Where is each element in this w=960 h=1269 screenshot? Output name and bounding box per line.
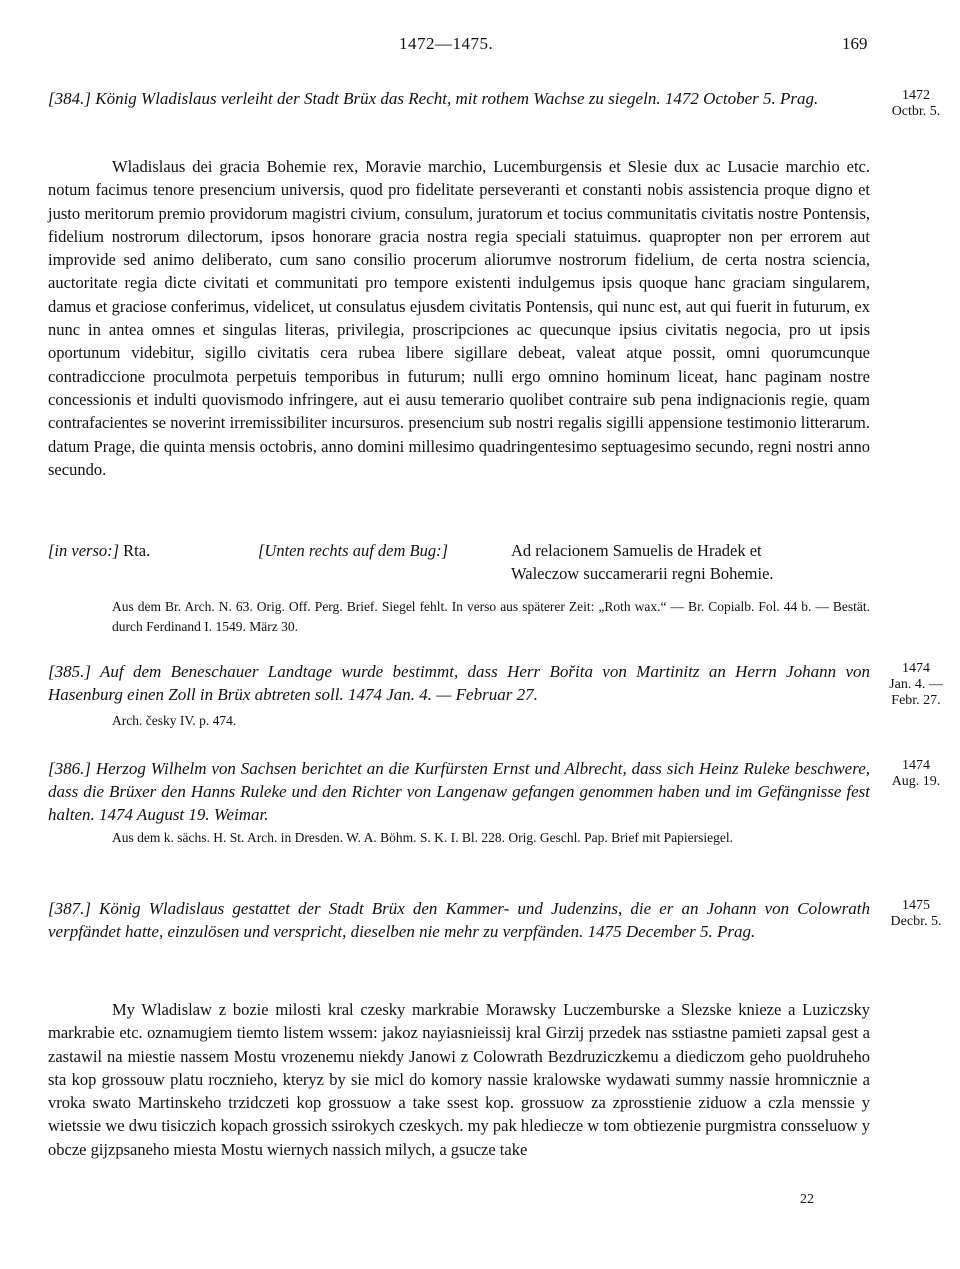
regest-387: [387.] König Wladislaus gestattet der Stadt Brüx den Kammer- und Judenzins, die er an Johann von Colowrath verpfändet hatte, einzulösen und verspricht, dieselben nie mehr zu verpfänden. 1475 December 5. Prag. bbox=[48, 899, 870, 941]
margin-year: 1475 bbox=[902, 898, 930, 913]
page-number: 169 bbox=[842, 34, 868, 53]
source-note-385: Arch. česky IV. p. 474. bbox=[112, 713, 237, 728]
fold-note-label: [Unten rechts auf dem Bug:] bbox=[258, 541, 449, 560]
regest-385: [385.] Auf dem Beneschauer Landtage wurde bestimmt, dass Herr Bořita von Martinitz an Herrn Johann von Hasenburg einen Zoll in Brüx abtreten soll. 1474 Jan. 4. — Februar 27. bbox=[48, 662, 870, 704]
charter-text-387: My Wladislaw z bozie milosti kral czesky markrabie Morawsky Luczemburske a Slezske knieze a Luziczsky markrabie etc. oznamugiem tiemto listem wssem: jakoz nayiasnieissij kral Girzij przedek nas sstiastne pamieti zapsal gest a zastawil na miestie nassem Mostu vrozenemu niekdy Janowi z Colowrath Bezdruziczkemu a diediczom geho puoldruheho sta kop grossouw platu rocznieho, kteryz by sie micl do komory nassie kralowske wydawati summy nassie hromnicznie a vroka swato Martinskeho trzidczeti kop grossuow a take ssest kop. grossuow za zprosstienie ziduow a czla menssie y wietssie we dwu tisiczich kopach grossich ssirokych czeskych. my pak hlediecze w tom obtiezenie purgmistra consseluow y obcze gijzpsaneho miesta Mostu wiernych nassich milych, a gsucze take bbox=[48, 1000, 870, 1159]
regest-384: [384.] König Wladislaus verleiht der Stadt Brüx das Recht, mit rothem Wachse zu siegeln. 1472 October 5. Prag. bbox=[48, 89, 819, 108]
fold-note-line-1: Ad relacionem Samuelis de Hradek et bbox=[511, 541, 762, 560]
fold-note-text bbox=[511, 539, 774, 585]
margin-date-385 bbox=[880, 661, 952, 709]
margin-day: Jan. 4. — bbox=[889, 677, 943, 692]
margin-year: 1474 bbox=[902, 661, 930, 676]
regest-386: [386.] Herzog Wilhelm von Sachsen berichtet an die Kurfürsten Ernst und Albrecht, dass sich Heinz Ruleke beschwere, dass die Brüxer den Hanns Ruleke und den Richter von Langenaw gefangen genommen haben und im Gefängnisse fest halten. 1474 August 19. Weimar. bbox=[48, 759, 870, 824]
margin-year: 1472 bbox=[902, 88, 930, 103]
margin-date-386 bbox=[880, 758, 952, 790]
charter-text-384: Wladislaus dei gracia Bohemie rex, Moravie marchio, Lucemburgensis et Slesie dux ac Lusacie marchio etc. notum facimus tenore presencium universis, quod pro fidelitate perseveranti et constanti nobis assistencia proque digno et justo meritorum premio providorum magistri civium, consulum, juratorum et tocius communitatis civitatis nostre Pontensis, fidelium nostrorum dilectorum, ipsos honorare gracia nostra regia speciali statuimus. quapropter non per errorem aut improvide sed animo deliberato, cum sano consilio procerum aliorumve nostrorum fidelium, de certa nostra sciencia, auctoritate regia dicte civitati et communitati pro tempore existenti indulgemus ipsis quoque hanc graciam singularem, damus et graciose conferimus, videlicet, ut consulatus ejusdem civitatis Pontensis, qui nunc est, aut qui fuerit in futurum, ex nunc in antea omnes et singulas literas, privilegia, proscripciones ac quecunque ipsius civitatis negocia, pro ut ipsis oportunum videbitur, sigillo civitatis cera rubea libere sigillare debeat, valeat atque possit, omni quorumcunque contradiccione proculmota perpetuis temporibus in futurum; nulli ergo omnino hominum liceat, hanc paginam nostre concessionis et indulti quovismodo infringere, aut ei ausu temerario quolibet contraire sub pena indignacionis regie, quam contrafacientes se noverint irremissibiliter incursuros. presencium sub nostri regalis sigilli appensione testimonio litterarum. datum Prage, die quinta mensis octobris, anno domini millesimo quadringentesimo septuagesimo secundo, regni nostri anno secundo. bbox=[48, 157, 870, 479]
margin-date-387 bbox=[880, 898, 952, 930]
margin-date-384 bbox=[880, 88, 952, 120]
source-note-384: Aus dem Br. Arch. N. 63. Orig. Off. Perg. Brief. Siegel fehlt. In verso aus späterer Zeit: „Roth wax.“ — Br. Copialb. Fol. 44 b. — Bestät. durch Ferdinand I. 1549. März 30. bbox=[112, 599, 870, 634]
margin-day-end: Febr. 27. bbox=[891, 693, 941, 708]
verso-text: Rta. bbox=[123, 541, 151, 560]
source-note-386: Aus dem k. sächs. H. St. Arch. in Dresden. W. A. Böhm. S. K. I. Bl. 228. Orig. Geschl. Pap. Brief mit Papiersiegel. bbox=[112, 830, 733, 845]
signature-mark: 22 bbox=[800, 1192, 814, 1207]
margin-year: 1474 bbox=[902, 758, 930, 773]
margin-day: Decbr. 5. bbox=[890, 914, 942, 929]
running-head: 1472—1475. bbox=[399, 34, 494, 53]
margin-day: Aug. 19. bbox=[891, 774, 941, 789]
margin-day: Octbr. 5. bbox=[891, 104, 941, 119]
verso-label: [in verso:] bbox=[48, 541, 120, 560]
verso-note bbox=[48, 539, 150, 562]
fold-note-line-2: Waleczow succamerarii regni Bohemie. bbox=[511, 564, 774, 583]
